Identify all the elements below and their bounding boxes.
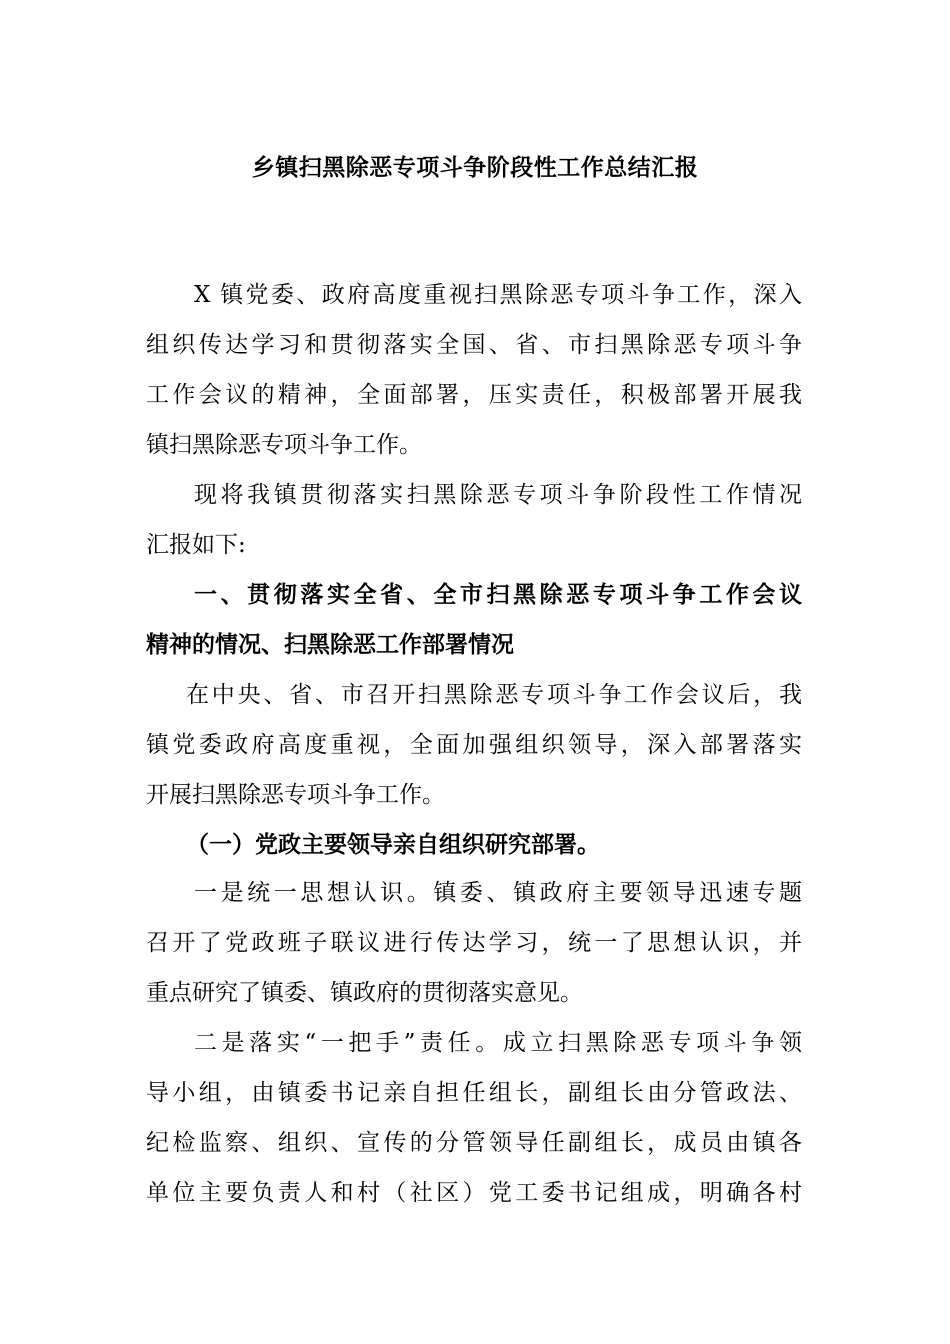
section-heading-1-cont: 精神的情况、扫黑除恶工作部署情况 [146,632,514,658]
paragraph-line: 二是落实“一把手”责任。成立扫黑除恶专项斗争领 [194,1030,802,1056]
paragraph-line: 召开了党政班子联议进行传达学习，统一了思想认识，并 [146,930,802,956]
paragraph-line: 工作会议的精神，全面部署，压实责任，积极部署开展我 [146,382,802,408]
section-heading-1: 一、贯彻落实全省、全市扫黑除恶专项斗争工作会议 [194,582,802,608]
document-title: 乡镇扫黑除恶专项斗争阶段性工作总结汇报 [251,155,699,181]
paragraph-line: 纪检监察、组织、宣传的分管领导任副组长，成员由镇各 [146,1130,802,1156]
paragraph-line: 在中央、省、市召开扫黑除恶专项斗争工作会议后，我 [186,682,802,708]
paragraph-line: 导小组，由镇委书记亲自担任组长，副组长由分管政法、 [146,1080,802,1106]
paragraph-line: 现将我镇贯彻落实扫黑除恶专项斗争阶段性工作情况 [194,482,802,508]
paragraph-line: 开展扫黑除恶专项斗争工作。 [146,782,445,808]
subsection-heading: （一）党政主要领导亲自组织研究部署。 [186,832,600,858]
paragraph-line: 单位主要负责人和村（社区）党工委书记组成，明确各村 [146,1180,802,1206]
paragraph-line: X 镇党委、政府高度重视扫黑除恶专项斗争工作，深入 [194,282,802,308]
paragraph-line: 一是统一思想认识。镇委、镇政府主要领导迅速专题 [194,880,802,906]
paragraph-line: 组织传达学习和贯彻落实全国、省、市扫黑除恶专项斗争 [146,332,802,358]
paragraph-line: 汇报如下: [146,532,246,558]
paragraph-line: 镇扫黑除恶专项斗争工作。 [146,432,422,458]
paragraph-line: 镇党委政府高度重视，全面加强组织领导，深入部署落实 [146,732,802,758]
paragraph-line: 重点研究了镇委、镇政府的贯彻落实意见。 [146,980,583,1006]
